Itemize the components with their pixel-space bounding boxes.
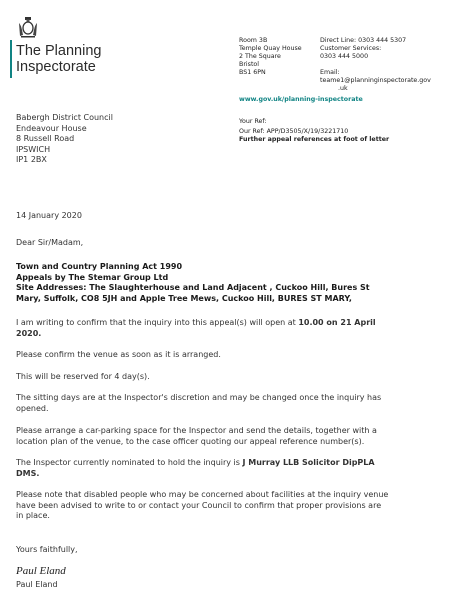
logo-line1: The Planning xyxy=(16,43,102,59)
p6-inspector-name: J Murray LLB Solicitor DipPLA xyxy=(242,458,375,467)
p1-year: 2020. xyxy=(16,328,42,338)
email-label: Email: xyxy=(320,69,340,76)
website-link[interactable]: www.gov.uk/planning-inspectorate xyxy=(239,96,363,103)
p7-line: in place. xyxy=(16,511,50,520)
p6-qualification: DMS. xyxy=(16,468,40,478)
recipient-address xyxy=(16,113,113,166)
office-address-line: Temple Quay House xyxy=(239,45,302,52)
p1-text: I am writing to confirm that the inquiry into this appeal(s) will open at xyxy=(16,318,299,327)
paragraph-confirm-venue: Please confirm the venue as soon as it is arranged. xyxy=(16,350,221,359)
appeal-heading xyxy=(16,262,370,304)
p5-line: location plan of the venue, to the case officer quoting our appeal reference number(s). xyxy=(16,436,365,446)
logo xyxy=(16,44,101,75)
your-ref: Your Ref: xyxy=(239,118,267,125)
closing: Yours faithfully, xyxy=(16,545,78,554)
paragraph-reserved: This will be reserved for 4 day(s). xyxy=(16,372,150,381)
heading-line: Site Addresses: The Slaughterhouse and Land Adjacent , Cuckoo Hill, Bures St xyxy=(16,283,370,292)
references xyxy=(239,118,389,144)
customer-services-label: Customer Services: xyxy=(320,45,382,52)
paragraph-disabled-access xyxy=(16,490,388,522)
royal-crest-icon xyxy=(17,17,39,38)
p7-line: have been advised to write to or contact your Council to confirm that proper provisions are xyxy=(16,500,382,510)
email-line1: teame1@planninginspectorate.gov xyxy=(320,77,431,84)
office-address-line: Room 3B xyxy=(239,37,268,44)
paragraph-inspector xyxy=(16,458,375,479)
p1-datetime: 10.00 on 21 April xyxy=(298,318,376,327)
office-address-line: BS1 6PN xyxy=(239,69,266,76)
paragraph-car-parking xyxy=(16,426,377,447)
paragraph-sitting-days xyxy=(16,393,381,414)
paragraph-inquiry-open xyxy=(16,318,446,339)
further-references: Further appeal references at foot of letter xyxy=(239,136,390,143)
recipient-line: IP1 2BX xyxy=(16,155,47,164)
logo-line2: Inspectorate xyxy=(16,58,96,75)
office-address-line: Bristol xyxy=(239,61,260,68)
office-address xyxy=(239,37,302,77)
recipient-line: Babergh District Council xyxy=(16,113,113,122)
our-ref: Our Ref: APP/D3505/X/19/3221710 xyxy=(239,128,349,135)
heading-line: Town and Country Planning Act 1990 xyxy=(16,262,183,271)
p4-line: The sitting days are at the Inspector's discretion and may be changed once the inquiry has xyxy=(16,393,382,402)
recipient-line: 8 Russell Road xyxy=(16,134,75,143)
direct-line: Direct Line: 0303 444 5307 xyxy=(320,37,407,44)
p7-line: Please note that disabled people who may be concerned about facilities at the inquiry venue xyxy=(16,490,389,499)
customer-services-number: 0303 444 5000 xyxy=(320,53,369,60)
office-address-line: 2 The Square xyxy=(239,53,281,60)
p5-line: Please arrange a car-parking space for the Inspector and send the details, together with a xyxy=(16,426,377,435)
logo-bar xyxy=(10,40,12,78)
heading-line: Mary, Suffolk, CO8 5JH and Apple Tree Mews, Cuckoo Hill, BURES ST MARY, xyxy=(16,293,352,303)
recipient-line: IPSWICH xyxy=(16,144,51,154)
email-line2: .uk xyxy=(338,85,348,92)
p6-text: The Inspector currently nominated to hold the inquiry is xyxy=(16,458,243,467)
recipient-line: Endeavour House xyxy=(16,123,87,133)
salutation: Dear Sir/Madam, xyxy=(16,238,84,247)
p4-line: opened. xyxy=(16,403,49,413)
signature: Paul Eland xyxy=(16,565,66,577)
signatory-name: Paul Eland xyxy=(16,580,58,589)
heading-line: Appeals by The Stemar Group Ltd xyxy=(16,272,169,282)
contact-details xyxy=(320,37,431,93)
letter-date: 14 January 2020 xyxy=(16,211,82,220)
